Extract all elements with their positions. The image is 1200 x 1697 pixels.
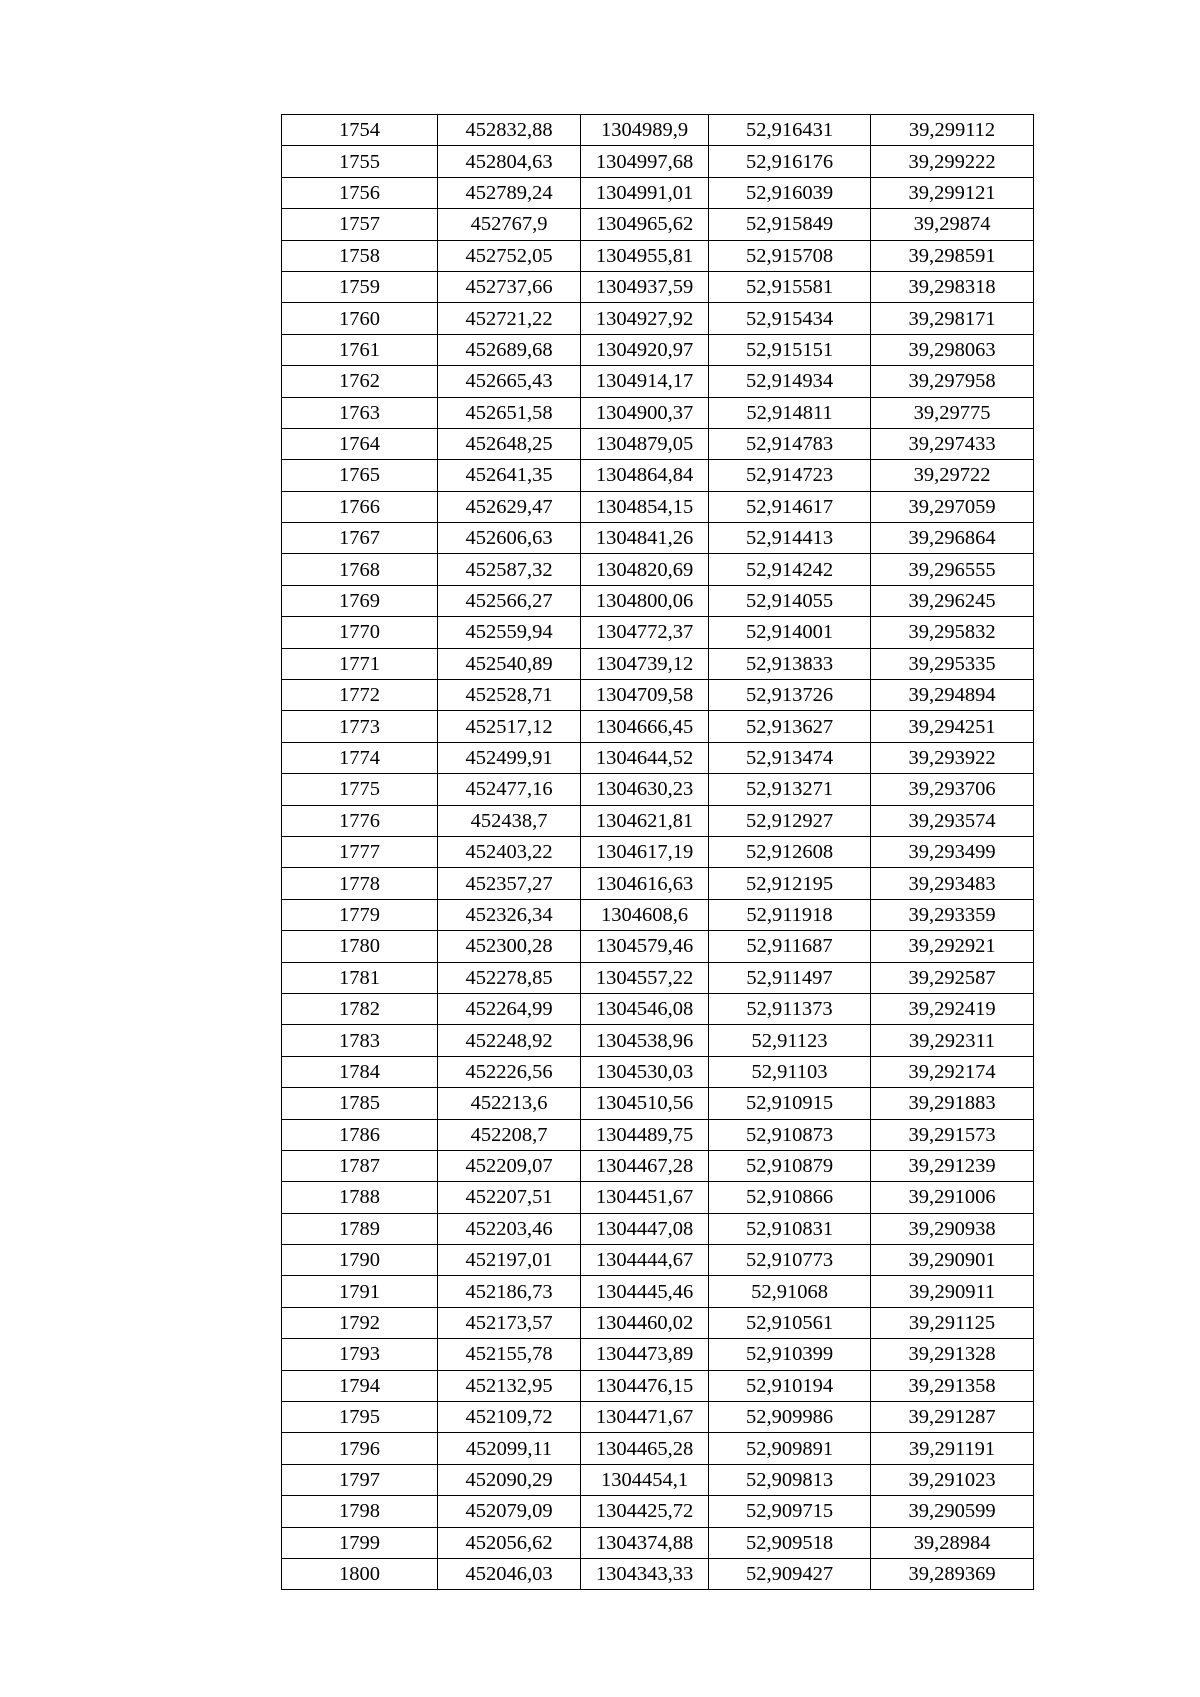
point-number-cell: 1780 bbox=[282, 931, 438, 962]
longitude-cell: 39,296555 bbox=[871, 554, 1034, 585]
table-row bbox=[282, 146, 1034, 177]
x-coordinate-cell: 452155,78 bbox=[438, 1339, 581, 1370]
latitude-cell: 52,913833 bbox=[709, 648, 871, 679]
y-coordinate-cell: 1304425,72 bbox=[581, 1496, 709, 1527]
latitude-cell: 52,910773 bbox=[709, 1245, 871, 1276]
y-coordinate-cell: 1304473,89 bbox=[581, 1339, 709, 1370]
table-row bbox=[282, 774, 1034, 805]
y-coordinate-cell: 1304666,45 bbox=[581, 711, 709, 742]
latitude-cell: 52,916176 bbox=[709, 146, 871, 177]
latitude-cell: 52,909986 bbox=[709, 1402, 871, 1433]
latitude-cell: 52,914783 bbox=[709, 428, 871, 459]
longitude-cell: 39,290901 bbox=[871, 1245, 1034, 1276]
y-coordinate-cell: 1304644,52 bbox=[581, 742, 709, 773]
longitude-cell: 39,291239 bbox=[871, 1150, 1034, 1181]
longitude-cell: 39,28984 bbox=[871, 1527, 1034, 1558]
point-number-cell: 1799 bbox=[282, 1527, 438, 1558]
x-coordinate-cell: 452789,24 bbox=[438, 177, 581, 208]
point-number-cell: 1770 bbox=[282, 617, 438, 648]
table-row bbox=[282, 1307, 1034, 1338]
table-row bbox=[282, 334, 1034, 365]
y-coordinate-cell: 1304465,28 bbox=[581, 1433, 709, 1464]
longitude-cell: 39,296245 bbox=[871, 585, 1034, 616]
longitude-cell: 39,296864 bbox=[871, 523, 1034, 554]
y-coordinate-cell: 1304445,46 bbox=[581, 1276, 709, 1307]
y-coordinate-cell: 1304451,67 bbox=[581, 1182, 709, 1213]
point-number-cell: 1785 bbox=[282, 1088, 438, 1119]
latitude-cell: 52,916039 bbox=[709, 177, 871, 208]
table-row bbox=[282, 1370, 1034, 1401]
table-row bbox=[282, 805, 1034, 836]
table-row bbox=[282, 209, 1034, 240]
x-coordinate-cell: 452651,58 bbox=[438, 397, 581, 428]
y-coordinate-cell: 1304991,01 bbox=[581, 177, 709, 208]
y-coordinate-cell: 1304617,19 bbox=[581, 836, 709, 867]
y-coordinate-cell: 1304800,06 bbox=[581, 585, 709, 616]
table-row bbox=[282, 711, 1034, 742]
longitude-cell: 39,291023 bbox=[871, 1464, 1034, 1495]
longitude-cell: 39,29874 bbox=[871, 209, 1034, 240]
x-coordinate-cell: 452173,57 bbox=[438, 1307, 581, 1338]
table-row bbox=[282, 271, 1034, 302]
point-number-cell: 1761 bbox=[282, 334, 438, 365]
x-coordinate-cell: 452477,16 bbox=[438, 774, 581, 805]
table-row bbox=[282, 585, 1034, 616]
point-number-cell: 1778 bbox=[282, 868, 438, 899]
table-row bbox=[282, 1558, 1034, 1589]
point-number-cell: 1769 bbox=[282, 585, 438, 616]
x-coordinate-cell: 452517,12 bbox=[438, 711, 581, 742]
latitude-cell: 52,910561 bbox=[709, 1307, 871, 1338]
longitude-cell: 39,298171 bbox=[871, 303, 1034, 334]
y-coordinate-cell: 1304772,37 bbox=[581, 617, 709, 648]
table-row bbox=[282, 1245, 1034, 1276]
longitude-cell: 39,292921 bbox=[871, 931, 1034, 962]
x-coordinate-cell: 452804,63 bbox=[438, 146, 581, 177]
table-row bbox=[282, 1119, 1034, 1150]
y-coordinate-cell: 1304900,37 bbox=[581, 397, 709, 428]
table-row bbox=[282, 648, 1034, 679]
x-coordinate-cell: 452213,6 bbox=[438, 1088, 581, 1119]
x-coordinate-cell: 452641,35 bbox=[438, 460, 581, 491]
table-row bbox=[282, 680, 1034, 711]
latitude-cell: 52,916431 bbox=[709, 115, 871, 146]
longitude-cell: 39,294894 bbox=[871, 680, 1034, 711]
point-number-cell: 1777 bbox=[282, 836, 438, 867]
longitude-cell: 39,293574 bbox=[871, 805, 1034, 836]
longitude-cell: 39,292587 bbox=[871, 962, 1034, 993]
y-coordinate-cell: 1304927,92 bbox=[581, 303, 709, 334]
longitude-cell: 39,292311 bbox=[871, 1025, 1034, 1056]
table-row bbox=[282, 1527, 1034, 1558]
latitude-cell: 52,914934 bbox=[709, 366, 871, 397]
table-row bbox=[282, 617, 1034, 648]
point-number-cell: 1766 bbox=[282, 491, 438, 522]
x-coordinate-cell: 452326,34 bbox=[438, 899, 581, 930]
longitude-cell: 39,294251 bbox=[871, 711, 1034, 742]
longitude-cell: 39,289369 bbox=[871, 1558, 1034, 1589]
latitude-cell: 52,909891 bbox=[709, 1433, 871, 1464]
point-number-cell: 1798 bbox=[282, 1496, 438, 1527]
point-number-cell: 1790 bbox=[282, 1245, 438, 1276]
y-coordinate-cell: 1304879,05 bbox=[581, 428, 709, 459]
table-row bbox=[282, 1056, 1034, 1087]
latitude-cell: 52,911373 bbox=[709, 993, 871, 1024]
x-coordinate-cell: 452737,66 bbox=[438, 271, 581, 302]
y-coordinate-cell: 1304489,75 bbox=[581, 1119, 709, 1150]
table-row bbox=[282, 1182, 1034, 1213]
point-number-cell: 1776 bbox=[282, 805, 438, 836]
x-coordinate-cell: 452499,91 bbox=[438, 742, 581, 773]
x-coordinate-cell: 452248,92 bbox=[438, 1025, 581, 1056]
longitude-cell: 39,293922 bbox=[871, 742, 1034, 773]
table-row bbox=[282, 303, 1034, 334]
x-coordinate-cell: 452090,29 bbox=[438, 1464, 581, 1495]
table-row bbox=[282, 1088, 1034, 1119]
x-coordinate-cell: 452689,68 bbox=[438, 334, 581, 365]
longitude-cell: 39,291328 bbox=[871, 1339, 1034, 1370]
table-row bbox=[282, 1402, 1034, 1433]
latitude-cell: 52,915708 bbox=[709, 240, 871, 271]
point-number-cell: 1779 bbox=[282, 899, 438, 930]
y-coordinate-cell: 1304965,62 bbox=[581, 209, 709, 240]
point-number-cell: 1795 bbox=[282, 1402, 438, 1433]
x-coordinate-cell: 452357,27 bbox=[438, 868, 581, 899]
point-number-cell: 1788 bbox=[282, 1182, 438, 1213]
y-coordinate-cell: 1304374,88 bbox=[581, 1527, 709, 1558]
table-row bbox=[282, 868, 1034, 899]
latitude-cell: 52,913271 bbox=[709, 774, 871, 805]
y-coordinate-cell: 1304997,68 bbox=[581, 146, 709, 177]
point-number-cell: 1787 bbox=[282, 1150, 438, 1181]
table-row bbox=[282, 1464, 1034, 1495]
x-coordinate-cell: 452767,9 bbox=[438, 209, 581, 240]
latitude-cell: 52,915434 bbox=[709, 303, 871, 334]
x-coordinate-cell: 452559,94 bbox=[438, 617, 581, 648]
latitude-cell: 52,91068 bbox=[709, 1276, 871, 1307]
latitude-cell: 52,913474 bbox=[709, 742, 871, 773]
x-coordinate-cell: 452079,09 bbox=[438, 1496, 581, 1527]
point-number-cell: 1784 bbox=[282, 1056, 438, 1087]
x-coordinate-cell: 452587,32 bbox=[438, 554, 581, 585]
longitude-cell: 39,292174 bbox=[871, 1056, 1034, 1087]
latitude-cell: 52,910879 bbox=[709, 1150, 871, 1181]
latitude-cell: 52,910194 bbox=[709, 1370, 871, 1401]
point-number-cell: 1783 bbox=[282, 1025, 438, 1056]
x-coordinate-cell: 452197,01 bbox=[438, 1245, 581, 1276]
longitude-cell: 39,298318 bbox=[871, 271, 1034, 302]
latitude-cell: 52,909518 bbox=[709, 1527, 871, 1558]
latitude-cell: 52,910873 bbox=[709, 1119, 871, 1150]
latitude-cell: 52,913726 bbox=[709, 680, 871, 711]
longitude-cell: 39,298591 bbox=[871, 240, 1034, 271]
latitude-cell: 52,914055 bbox=[709, 585, 871, 616]
point-number-cell: 1791 bbox=[282, 1276, 438, 1307]
latitude-cell: 52,914811 bbox=[709, 397, 871, 428]
latitude-cell: 52,914413 bbox=[709, 523, 871, 554]
longitude-cell: 39,290938 bbox=[871, 1213, 1034, 1244]
point-number-cell: 1793 bbox=[282, 1339, 438, 1370]
longitude-cell: 39,291883 bbox=[871, 1088, 1034, 1119]
y-coordinate-cell: 1304914,17 bbox=[581, 366, 709, 397]
y-coordinate-cell: 1304460,02 bbox=[581, 1307, 709, 1338]
y-coordinate-cell: 1304739,12 bbox=[581, 648, 709, 679]
table-row bbox=[282, 1339, 1034, 1370]
table-row bbox=[282, 491, 1034, 522]
latitude-cell: 52,909427 bbox=[709, 1558, 871, 1589]
y-coordinate-cell: 1304447,08 bbox=[581, 1213, 709, 1244]
y-coordinate-cell: 1304989,9 bbox=[581, 115, 709, 146]
point-number-cell: 1781 bbox=[282, 962, 438, 993]
point-number-cell: 1796 bbox=[282, 1433, 438, 1464]
longitude-cell: 39,292419 bbox=[871, 993, 1034, 1024]
y-coordinate-cell: 1304343,33 bbox=[581, 1558, 709, 1589]
y-coordinate-cell: 1304920,97 bbox=[581, 334, 709, 365]
y-coordinate-cell: 1304955,81 bbox=[581, 240, 709, 271]
latitude-cell: 52,915849 bbox=[709, 209, 871, 240]
latitude-cell: 52,911918 bbox=[709, 899, 871, 930]
y-coordinate-cell: 1304454,1 bbox=[581, 1464, 709, 1495]
x-coordinate-cell: 452665,43 bbox=[438, 366, 581, 397]
latitude-cell: 52,91103 bbox=[709, 1056, 871, 1087]
x-coordinate-cell: 452099,11 bbox=[438, 1433, 581, 1464]
longitude-cell: 39,297958 bbox=[871, 366, 1034, 397]
latitude-cell: 52,912195 bbox=[709, 868, 871, 899]
point-number-cell: 1782 bbox=[282, 993, 438, 1024]
longitude-cell: 39,291125 bbox=[871, 1307, 1034, 1338]
table-row bbox=[282, 1276, 1034, 1307]
y-coordinate-cell: 1304530,03 bbox=[581, 1056, 709, 1087]
table-row bbox=[282, 428, 1034, 459]
x-coordinate-cell: 452721,22 bbox=[438, 303, 581, 334]
y-coordinate-cell: 1304579,46 bbox=[581, 931, 709, 962]
table-row bbox=[282, 836, 1034, 867]
coordinates-table bbox=[281, 114, 1034, 1590]
y-coordinate-cell: 1304820,69 bbox=[581, 554, 709, 585]
coordinates-table-body bbox=[282, 115, 1034, 1590]
table-row bbox=[282, 1213, 1034, 1244]
x-coordinate-cell: 452606,63 bbox=[438, 523, 581, 554]
latitude-cell: 52,915151 bbox=[709, 334, 871, 365]
point-number-cell: 1774 bbox=[282, 742, 438, 773]
latitude-cell: 52,909813 bbox=[709, 1464, 871, 1495]
longitude-cell: 39,290911 bbox=[871, 1276, 1034, 1307]
longitude-cell: 39,290599 bbox=[871, 1496, 1034, 1527]
table-row bbox=[282, 1433, 1034, 1464]
longitude-cell: 39,293483 bbox=[871, 868, 1034, 899]
longitude-cell: 39,293499 bbox=[871, 836, 1034, 867]
table-row bbox=[282, 1025, 1034, 1056]
table-row bbox=[282, 523, 1034, 554]
point-number-cell: 1771 bbox=[282, 648, 438, 679]
longitude-cell: 39,29722 bbox=[871, 460, 1034, 491]
table-row bbox=[282, 366, 1034, 397]
table-row bbox=[282, 899, 1034, 930]
x-coordinate-cell: 452832,88 bbox=[438, 115, 581, 146]
y-coordinate-cell: 1304557,22 bbox=[581, 962, 709, 993]
longitude-cell: 39,291287 bbox=[871, 1402, 1034, 1433]
y-coordinate-cell: 1304510,56 bbox=[581, 1088, 709, 1119]
point-number-cell: 1768 bbox=[282, 554, 438, 585]
point-number-cell: 1756 bbox=[282, 177, 438, 208]
y-coordinate-cell: 1304864,84 bbox=[581, 460, 709, 491]
table-row bbox=[282, 742, 1034, 773]
x-coordinate-cell: 452403,22 bbox=[438, 836, 581, 867]
point-number-cell: 1762 bbox=[282, 366, 438, 397]
point-number-cell: 1773 bbox=[282, 711, 438, 742]
y-coordinate-cell: 1304467,28 bbox=[581, 1150, 709, 1181]
longitude-cell: 39,298063 bbox=[871, 334, 1034, 365]
x-coordinate-cell: 452056,62 bbox=[438, 1527, 581, 1558]
longitude-cell: 39,299112 bbox=[871, 115, 1034, 146]
longitude-cell: 39,293359 bbox=[871, 899, 1034, 930]
longitude-cell: 39,291191 bbox=[871, 1433, 1034, 1464]
x-coordinate-cell: 452046,03 bbox=[438, 1558, 581, 1589]
table-row bbox=[282, 993, 1034, 1024]
longitude-cell: 39,299121 bbox=[871, 177, 1034, 208]
longitude-cell: 39,291006 bbox=[871, 1182, 1034, 1213]
point-number-cell: 1772 bbox=[282, 680, 438, 711]
point-number-cell: 1760 bbox=[282, 303, 438, 334]
longitude-cell: 39,299222 bbox=[871, 146, 1034, 177]
latitude-cell: 52,914001 bbox=[709, 617, 871, 648]
latitude-cell: 52,910915 bbox=[709, 1088, 871, 1119]
point-number-cell: 1767 bbox=[282, 523, 438, 554]
point-number-cell: 1786 bbox=[282, 1119, 438, 1150]
latitude-cell: 52,909715 bbox=[709, 1496, 871, 1527]
table-row bbox=[282, 177, 1034, 208]
table-row bbox=[282, 460, 1034, 491]
latitude-cell: 52,911497 bbox=[709, 962, 871, 993]
latitude-cell: 52,914723 bbox=[709, 460, 871, 491]
latitude-cell: 52,910831 bbox=[709, 1213, 871, 1244]
table-row bbox=[282, 962, 1034, 993]
point-number-cell: 1764 bbox=[282, 428, 438, 459]
x-coordinate-cell: 452186,73 bbox=[438, 1276, 581, 1307]
table-row bbox=[282, 240, 1034, 271]
latitude-cell: 52,912608 bbox=[709, 836, 871, 867]
x-coordinate-cell: 452528,71 bbox=[438, 680, 581, 711]
point-number-cell: 1765 bbox=[282, 460, 438, 491]
y-coordinate-cell: 1304621,81 bbox=[581, 805, 709, 836]
y-coordinate-cell: 1304444,67 bbox=[581, 1245, 709, 1276]
point-number-cell: 1763 bbox=[282, 397, 438, 428]
y-coordinate-cell: 1304608,6 bbox=[581, 899, 709, 930]
longitude-cell: 39,295832 bbox=[871, 617, 1034, 648]
longitude-cell: 39,293706 bbox=[871, 774, 1034, 805]
x-coordinate-cell: 452132,95 bbox=[438, 1370, 581, 1401]
table-row bbox=[282, 554, 1034, 585]
x-coordinate-cell: 452648,25 bbox=[438, 428, 581, 459]
latitude-cell: 52,914242 bbox=[709, 554, 871, 585]
y-coordinate-cell: 1304546,08 bbox=[581, 993, 709, 1024]
longitude-cell: 39,291358 bbox=[871, 1370, 1034, 1401]
y-coordinate-cell: 1304476,15 bbox=[581, 1370, 709, 1401]
x-coordinate-cell: 452300,28 bbox=[438, 931, 581, 962]
x-coordinate-cell: 452438,7 bbox=[438, 805, 581, 836]
y-coordinate-cell: 1304471,67 bbox=[581, 1402, 709, 1433]
latitude-cell: 52,910866 bbox=[709, 1182, 871, 1213]
x-coordinate-cell: 452207,51 bbox=[438, 1182, 581, 1213]
point-number-cell: 1759 bbox=[282, 271, 438, 302]
table-row bbox=[282, 1150, 1034, 1181]
table-row bbox=[282, 397, 1034, 428]
table-row bbox=[282, 115, 1034, 146]
latitude-cell: 52,910399 bbox=[709, 1339, 871, 1370]
point-number-cell: 1797 bbox=[282, 1464, 438, 1495]
longitude-cell: 39,295335 bbox=[871, 648, 1034, 679]
point-number-cell: 1789 bbox=[282, 1213, 438, 1244]
y-coordinate-cell: 1304841,26 bbox=[581, 523, 709, 554]
y-coordinate-cell: 1304854,15 bbox=[581, 491, 709, 522]
latitude-cell: 52,914617 bbox=[709, 491, 871, 522]
x-coordinate-cell: 452752,05 bbox=[438, 240, 581, 271]
y-coordinate-cell: 1304616,63 bbox=[581, 868, 709, 899]
latitude-cell: 52,915581 bbox=[709, 271, 871, 302]
latitude-cell: 52,913627 bbox=[709, 711, 871, 742]
x-coordinate-cell: 452278,85 bbox=[438, 962, 581, 993]
longitude-cell: 39,29775 bbox=[871, 397, 1034, 428]
x-coordinate-cell: 452203,46 bbox=[438, 1213, 581, 1244]
x-coordinate-cell: 452208,7 bbox=[438, 1119, 581, 1150]
x-coordinate-cell: 452209,07 bbox=[438, 1150, 581, 1181]
point-number-cell: 1792 bbox=[282, 1307, 438, 1338]
point-number-cell: 1754 bbox=[282, 115, 438, 146]
latitude-cell: 52,911687 bbox=[709, 931, 871, 962]
point-number-cell: 1758 bbox=[282, 240, 438, 271]
x-coordinate-cell: 452629,47 bbox=[438, 491, 581, 522]
point-number-cell: 1775 bbox=[282, 774, 438, 805]
y-coordinate-cell: 1304709,58 bbox=[581, 680, 709, 711]
point-number-cell: 1800 bbox=[282, 1558, 438, 1589]
point-number-cell: 1757 bbox=[282, 209, 438, 240]
point-number-cell: 1755 bbox=[282, 146, 438, 177]
longitude-cell: 39,297433 bbox=[871, 428, 1034, 459]
y-coordinate-cell: 1304538,96 bbox=[581, 1025, 709, 1056]
longitude-cell: 39,297059 bbox=[871, 491, 1034, 522]
y-coordinate-cell: 1304937,59 bbox=[581, 271, 709, 302]
point-number-cell: 1794 bbox=[282, 1370, 438, 1401]
y-coordinate-cell: 1304630,23 bbox=[581, 774, 709, 805]
x-coordinate-cell: 452226,56 bbox=[438, 1056, 581, 1087]
x-coordinate-cell: 452109,72 bbox=[438, 1402, 581, 1433]
table-row bbox=[282, 1496, 1034, 1527]
latitude-cell: 52,91123 bbox=[709, 1025, 871, 1056]
longitude-cell: 39,291573 bbox=[871, 1119, 1034, 1150]
x-coordinate-cell: 452566,27 bbox=[438, 585, 581, 616]
x-coordinate-cell: 452540,89 bbox=[438, 648, 581, 679]
x-coordinate-cell: 452264,99 bbox=[438, 993, 581, 1024]
latitude-cell: 52,912927 bbox=[709, 805, 871, 836]
table-row bbox=[282, 931, 1034, 962]
